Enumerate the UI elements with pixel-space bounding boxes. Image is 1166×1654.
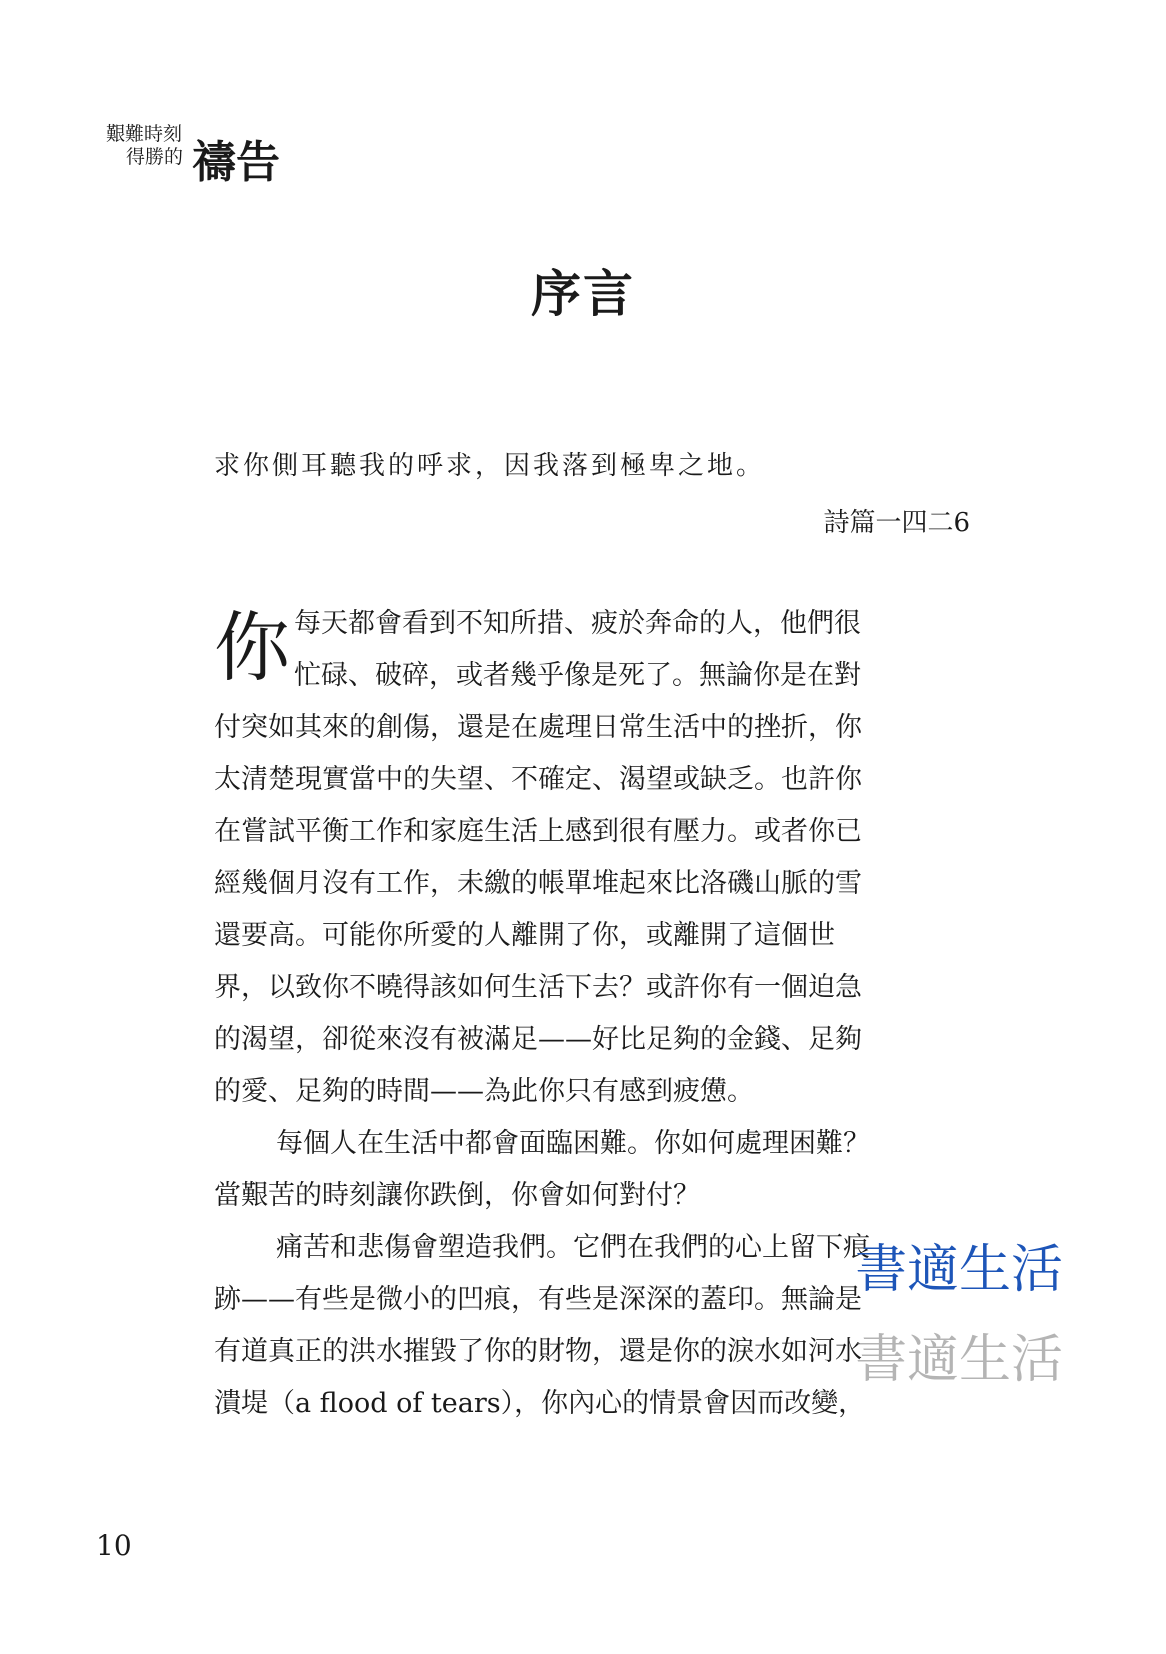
body-line: 潰堤（a flood of tears），你內心的情景會因而改變， (214, 1388, 866, 1419)
running-header-title: 禱告 (192, 137, 280, 188)
watermark-secondary: 書適生活 (855, 1330, 1064, 1390)
body-line: 痛苦和悲傷會塑造我們。它們在我們的心上留下痕 (276, 1232, 870, 1263)
body-line: 忙碌、破碎，或者幾乎像是死了。無論你是在對 (294, 660, 861, 691)
body-line: 經幾個月沒有工作，未繳的帳單堆起來比洛磯山脈的雪 (214, 868, 862, 899)
body-line: 太清楚現實當中的失望、不確定、渴望或缺乏。也許你 (214, 764, 862, 795)
body-line: 的渴望，卻從來沒有被滿足——好比足夠的金錢、足夠 (214, 1024, 862, 1055)
body-line: 付突如其來的創傷，還是在處理日常生活中的挫折，你 (214, 712, 862, 743)
body-text (214, 598, 974, 1430)
running-header-line2: 得勝的 (126, 146, 184, 168)
body-line: 在嘗試平衡工作和家庭生活上感到很有壓力。或者你已 (214, 816, 862, 847)
page-number: 10 (96, 1529, 132, 1562)
running-header (100, 118, 280, 198)
epigraph-quote: 求你側耳聽我的呼求，因我落到極卑之地。 (214, 451, 766, 481)
body-line: 每天都會看到不知所措、疲於奔命的人，他們很 (294, 608, 861, 639)
watermark-primary: 書適生活 (855, 1240, 1064, 1300)
body-line: 還要高。可能你所愛的人離開了你，或離開了這個世 (214, 920, 835, 951)
body-line: 當艱苦的時刻讓你跌倒，你會如何對付？ (214, 1180, 700, 1211)
chapter-title: 序言 (531, 264, 635, 323)
body-line: 每個人在生活中都會面臨困難。你如何處理困難？ (276, 1128, 870, 1159)
body-line: 界，以致你不曉得該如何生活下去？或許你有一個迫急 (214, 972, 862, 1003)
running-header-line1: 艱難時刻 (106, 123, 183, 145)
body-line: 的愛、足夠的時間——為此你只有感到疲憊。 (214, 1076, 754, 1107)
epigraph-reference: 詩篇一四二6 (823, 508, 970, 538)
body-line: 有道真正的洪水摧毀了你的財物，還是你的淚水如河水 (214, 1336, 862, 1367)
drop-cap: 你 (214, 603, 290, 692)
body-line: 跡——有些是微小的凹痕，有些是深深的蓋印。無論是 (214, 1284, 862, 1315)
